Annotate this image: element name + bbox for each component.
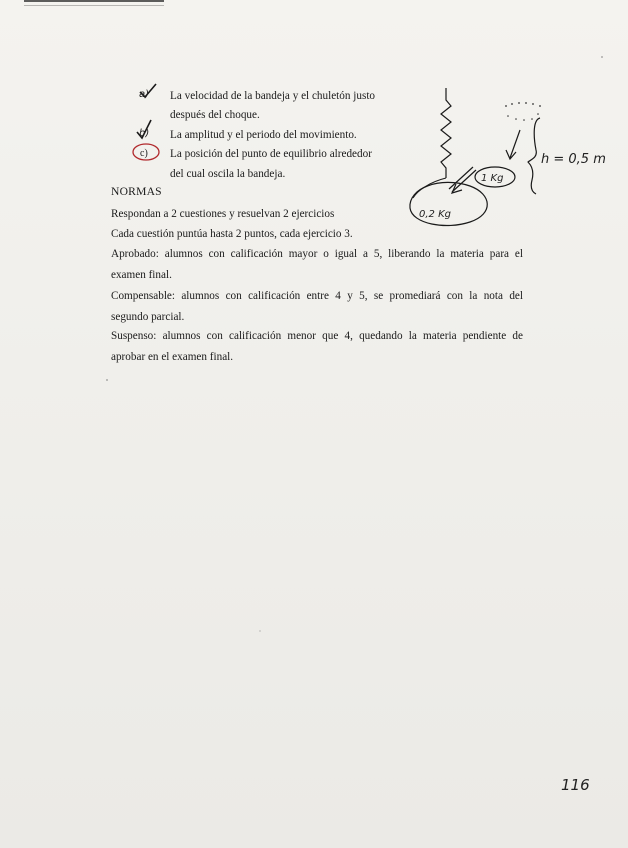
block-mass-label: 1 Kg <box>481 173 504 184</box>
fall-arrow-icon <box>449 167 476 193</box>
height-label: h = 0,5 m <box>541 152 606 167</box>
question-a-line1: La velocidad de la bandeja y el chuletón justo <box>170 90 376 102</box>
dotted-origin-icon <box>505 102 541 121</box>
height-bracket-icon <box>528 118 540 194</box>
normas-line2: Cada cuestión puntúa hasta 2 puntos, cada ejercicio 3. <box>111 228 353 240</box>
question-b-line1: La amplitud y el periodo del movimiento. <box>170 129 357 141</box>
drop-arrow-icon <box>506 130 520 159</box>
mark-a-label: a) <box>139 89 150 100</box>
compensable-line2: segundo parcial. <box>111 311 185 323</box>
scan-speck <box>259 630 261 632</box>
question-c-line1: La posición del punto de equilibrio alrededor <box>170 148 372 160</box>
mark-c-label: c) <box>140 148 148 159</box>
suspenso-line1: Suspenso: alumnos con calificación menor que 4, quedando la materia pendiente de <box>111 330 523 342</box>
page-number: 116 <box>561 776 590 794</box>
mark-b-label: b) <box>139 128 150 139</box>
aprobado-paragraph <box>111 244 523 286</box>
question-c-line2: del cual oscila la bandeja. <box>170 168 286 180</box>
normas-heading: NORMAS <box>111 185 162 198</box>
suspenso-line2: aprobar en el examen final. <box>111 351 234 363</box>
question-a-line2: después del choque. <box>170 109 260 121</box>
compensable-line1: Compensable: alumnos con calificación entre 4 y 5, se promediará con la nota del <box>111 290 523 302</box>
scan-speck <box>601 56 603 58</box>
aprobado-line1: Aprobado: alumnos con calificación mayor o igual a 5, liberando la materia para el <box>111 248 523 260</box>
tray-mass-label: 0,2 Kg <box>419 209 451 220</box>
spring-icon <box>441 88 451 178</box>
scan-speck <box>106 379 108 381</box>
suspenso-paragraph <box>111 326 523 368</box>
aprobado-line2: examen final. <box>111 269 172 281</box>
normas-line1: Respondan a 2 cuestiones y resuelvan 2 ejercicios <box>111 208 335 220</box>
compensable-paragraph <box>111 286 523 328</box>
